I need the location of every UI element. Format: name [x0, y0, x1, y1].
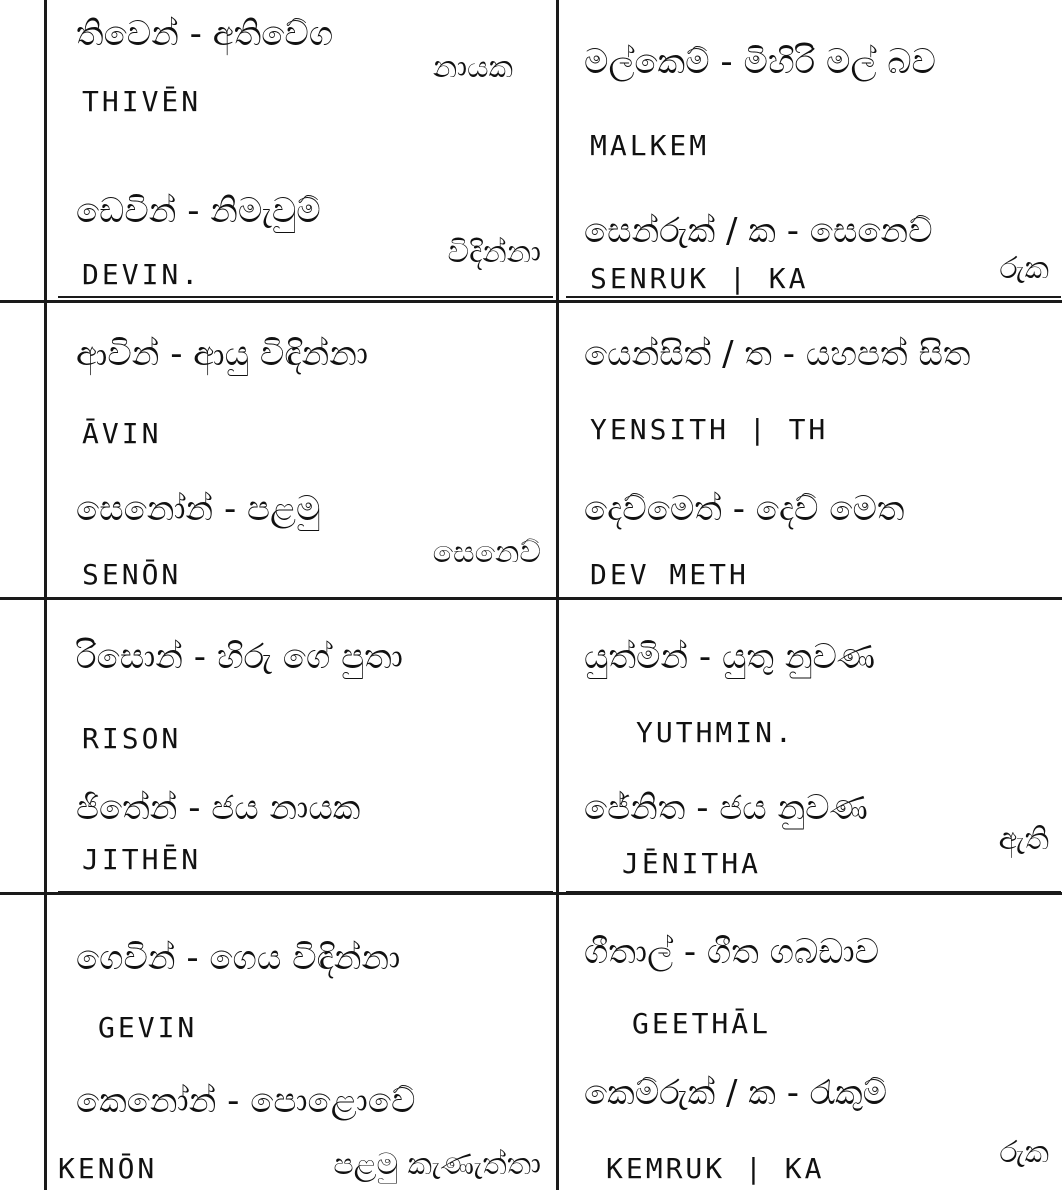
latin-name: JITHĒN	[82, 843, 202, 876]
sinhala-name-meaning: යෙන්සිත් / ත - යහපත් සිත	[584, 334, 971, 374]
name-entry	[566, 6, 1061, 162]
latin-name: DEV METH	[590, 558, 749, 591]
row-1-right-cell	[566, 6, 1061, 296]
underline	[566, 891, 1061, 893]
row-2-left-cell	[58, 304, 553, 594]
meaning-continuation: නායක	[432, 50, 513, 85]
name-entry	[58, 151, 553, 296]
name-entry	[58, 304, 553, 449]
latin-name: DEVIN.	[82, 258, 202, 291]
sinhala-name-meaning: කෙම්රුක් / ක - රැකුම්	[584, 1073, 888, 1113]
sinhala-name-meaning: ගෙවින් - ගෙය විඳින්නා	[76, 938, 401, 978]
name-entry	[566, 896, 1061, 1041]
sinhala-name-meaning: ඩෙවින් - නිමැවුම්	[76, 191, 321, 231]
sinhala-name-meaning: කෙනෝන් - පොළොවේ	[76, 1081, 416, 1121]
meaning-continuation: විදින්නා	[447, 235, 541, 270]
name-entry	[566, 304, 1061, 449]
latin-name: GEETHĀL	[632, 1007, 772, 1040]
sinhala-name-meaning: සෙනෝන් - පළමු	[76, 489, 321, 529]
name-entry	[566, 746, 1061, 891]
meaning-continuation: රුක	[999, 251, 1049, 286]
latin-name: ĀVIN	[82, 417, 162, 450]
underline	[58, 296, 553, 298]
latin-name: GEVIN	[98, 1011, 198, 1044]
name-entry	[566, 449, 1061, 594]
latin-name: SENRUK | KA	[590, 262, 809, 295]
name-entry	[58, 896, 553, 1044]
sinhala-name-meaning: තිවෙන් - අතිවේග	[76, 14, 334, 54]
name-entry	[58, 449, 553, 594]
latin-name: YENSITH | TH	[590, 413, 829, 446]
row-3-right-cell	[566, 601, 1061, 891]
meaning-continuation: රුක	[999, 1135, 1049, 1170]
sinhala-name-meaning: යුත්මින් - යුතු නුවණ	[584, 637, 876, 677]
name-entry	[566, 1041, 1061, 1186]
sinhala-name-meaning: ජිතේන් - ජය නායක	[76, 788, 361, 828]
left-border-line	[44, 0, 47, 1190]
row-4-right-cell	[566, 896, 1061, 1186]
row-4-left-cell	[58, 896, 553, 1186]
sinhala-name-meaning: ගීතාල් - ගීත ගබඩාව	[584, 932, 880, 972]
row-3-left-cell	[58, 601, 553, 891]
latin-name: THIVĒN	[82, 85, 202, 118]
name-entry	[58, 1041, 553, 1186]
name-entry	[566, 601, 1061, 749]
row-2-right-cell	[566, 304, 1061, 594]
latin-name: SENŌN	[82, 558, 182, 591]
sinhala-name-meaning: මල්කෙම් - මිහිරි මල් බව	[584, 42, 936, 82]
latin-name: KEMRUK | KA	[606, 1152, 825, 1185]
latin-name: JĒNITHA	[622, 847, 762, 880]
name-entry	[58, 746, 553, 891]
sinhala-name-meaning: ජේනිත - ජය නුවණ	[584, 788, 868, 828]
row-divider-line	[0, 597, 1062, 600]
sinhala-name-meaning: සෙන්රුක් / ක - සෙනෙව්	[584, 211, 933, 251]
latin-name: KENŌN	[58, 1152, 158, 1185]
name-entry	[566, 151, 1061, 296]
name-entry	[58, 6, 553, 151]
underline	[566, 296, 1061, 298]
latin-name: MALKEM	[590, 129, 710, 162]
meaning-continuation: සෙනෙව්	[432, 535, 541, 570]
meaning-continuation: පළමු කැණැත්තා	[333, 1147, 541, 1182]
latin-name: RISON	[82, 722, 182, 755]
name-entry	[58, 601, 553, 755]
sinhala-name-meaning: ආවින් - ආයු විඳින්නා	[76, 334, 369, 374]
sinhala-name-meaning: දෙව්මෙත් - දෙව් මෙත	[584, 489, 905, 529]
row-divider-line	[0, 300, 1062, 303]
meaning-continuation: ඇති	[998, 822, 1049, 857]
column-divider-line	[556, 0, 559, 1190]
row-1-left-cell	[58, 6, 553, 296]
sinhala-name-meaning: රිසොන් - හිරු ගේ පුතා	[76, 637, 403, 677]
latin-name: YUTHMIN.	[636, 716, 795, 749]
underline	[58, 891, 553, 893]
